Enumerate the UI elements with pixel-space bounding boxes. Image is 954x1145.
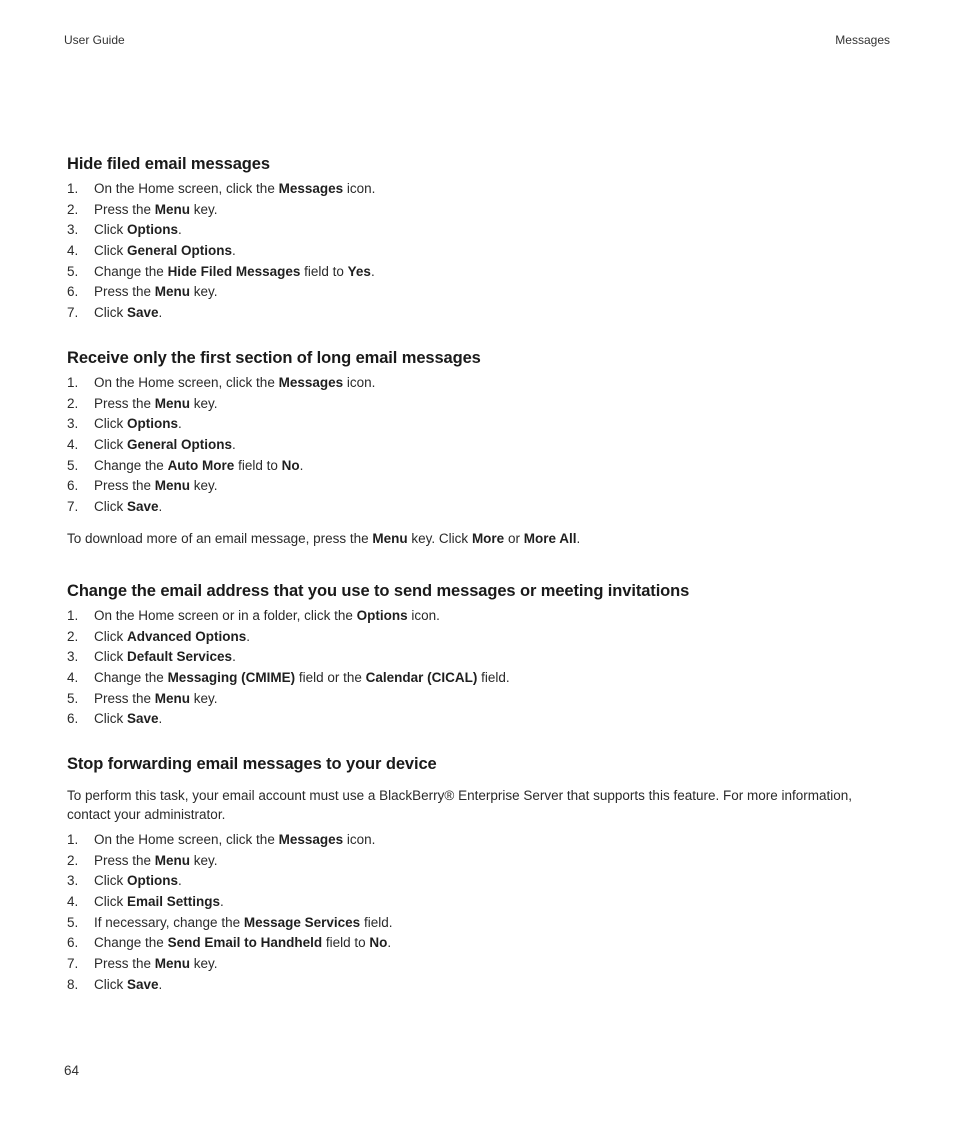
step-item — [67, 282, 889, 303]
step-number: 5. — [67, 263, 79, 279]
text-run: Click — [94, 649, 127, 665]
step-text — [94, 243, 236, 258]
text-run: . — [232, 243, 236, 259]
section-heading: Receive only the first section of long email messages — [67, 349, 481, 367]
text-run: key. — [190, 852, 218, 868]
step-item — [67, 220, 889, 241]
step-number: 5. — [67, 914, 79, 930]
running-header-title: User Guide — [64, 33, 125, 47]
step-text — [94, 608, 440, 623]
step-number: 7. — [67, 499, 79, 515]
ui-term: Auto More — [167, 457, 235, 473]
step-text — [94, 264, 375, 279]
step-item — [67, 373, 889, 394]
text-run: Click — [94, 305, 127, 321]
running-header-section: Messages — [835, 33, 890, 47]
text-run: Click — [94, 222, 127, 238]
steps-list — [67, 373, 889, 518]
section-hide-filed-messages — [67, 154, 889, 324]
steps-list — [67, 179, 889, 324]
step-text — [94, 649, 236, 664]
step-number: 5. — [67, 457, 79, 473]
section-heading: Hide filed email messages — [67, 155, 270, 173]
text-run: icon. — [343, 832, 376, 847]
section-heading: Change the email address that you use to send messages or meeting invitations — [67, 582, 690, 600]
text-run: If necessary, change the — [94, 914, 244, 930]
text-run: Press the — [94, 690, 155, 706]
step-text — [94, 691, 218, 706]
step-number: 6. — [67, 935, 79, 951]
step-number: 4. — [67, 437, 79, 453]
text-run: Change the — [94, 263, 168, 279]
step-item — [67, 892, 889, 913]
text-run: Click — [94, 628, 127, 644]
step-item — [67, 606, 889, 627]
step-number: 2. — [67, 395, 79, 411]
step-item — [67, 954, 889, 975]
step-item — [67, 200, 889, 221]
step-text — [94, 711, 162, 726]
step-number: 7. — [67, 305, 79, 321]
step-item — [67, 627, 889, 648]
step-item — [67, 913, 889, 934]
text-run: To download more of an email message, press the — [67, 530, 373, 546]
step-number: 6. — [67, 711, 79, 727]
step-number: 1. — [67, 375, 79, 390]
step-item — [67, 668, 889, 689]
ui-term: Options — [356, 608, 408, 623]
text-run: Press the — [94, 852, 155, 868]
text-run: . — [370, 263, 375, 279]
steps-list — [67, 830, 889, 996]
text-run: field to — [300, 263, 348, 279]
text-run: . — [178, 873, 182, 889]
ui-term: Hide Filed Messages — [167, 263, 301, 279]
text-run: field to — [322, 935, 370, 951]
text-run: . — [158, 499, 163, 515]
step-text — [94, 873, 182, 888]
ui-term: Messages — [278, 375, 344, 390]
text-run: . — [246, 628, 251, 644]
step-text — [94, 853, 218, 868]
ui-term: Menu — [154, 852, 191, 868]
step-number: 5. — [67, 690, 79, 706]
step-text — [94, 437, 236, 452]
ui-term: More All — [523, 530, 577, 546]
text-run: field. — [477, 670, 510, 686]
ui-term: Menu — [154, 690, 191, 706]
step-text — [94, 629, 250, 644]
step-item — [67, 241, 889, 262]
ui-term: Menu — [154, 956, 191, 972]
text-run: Change the — [94, 457, 168, 473]
text-run: . — [178, 222, 182, 238]
step-item — [67, 435, 889, 456]
text-run: . — [387, 935, 392, 951]
step-number: 4. — [67, 894, 79, 910]
ui-term: Messages — [278, 832, 344, 847]
ui-term: Save — [127, 499, 159, 515]
step-number: 2. — [67, 852, 79, 868]
text-run: Click — [94, 243, 127, 259]
step-number: 4. — [67, 243, 79, 259]
ui-term: General Options — [127, 437, 233, 453]
section-note — [67, 529, 889, 548]
ui-term: Menu — [154, 201, 191, 217]
text-run: . — [232, 649, 236, 665]
ui-term: Options — [127, 222, 178, 238]
text-run: field or the — [295, 670, 366, 686]
step-number: 8. — [67, 976, 79, 992]
ui-term: No — [369, 935, 388, 951]
step-item — [67, 689, 889, 710]
text-run: Change the — [94, 935, 168, 951]
text-run: field. — [360, 914, 393, 930]
text-run: key. — [190, 690, 218, 706]
ui-term: General Options — [127, 243, 233, 259]
text-run: . — [232, 437, 236, 453]
step-number: 3. — [67, 873, 79, 889]
text-run: Press the — [94, 284, 155, 300]
ui-term: Email Settings — [127, 894, 221, 910]
text-run: Click — [94, 894, 127, 910]
ui-term: Menu — [154, 478, 191, 494]
text-run: Click — [94, 976, 127, 992]
text-run: . — [576, 530, 581, 546]
step-number: 6. — [67, 478, 79, 494]
step-number: 2. — [67, 201, 79, 217]
step-number: 4. — [67, 670, 79, 686]
ui-term: Calendar (CICAL) — [365, 670, 478, 686]
text-run: key. — [190, 956, 218, 972]
step-text — [94, 396, 218, 411]
ui-term: Messages — [278, 181, 344, 196]
step-number: 1. — [67, 832, 79, 847]
step-number: 3. — [67, 222, 79, 238]
step-text — [94, 670, 510, 685]
ui-term: Message Services — [243, 914, 361, 930]
text-run: . — [299, 457, 304, 473]
step-text — [94, 375, 375, 390]
step-text — [94, 416, 182, 431]
step-item — [67, 830, 889, 851]
text-run: Click — [94, 437, 127, 453]
ui-term: Menu — [154, 395, 191, 411]
step-number: 2. — [67, 628, 79, 644]
text-run: icon. — [343, 375, 376, 390]
text-run: On the Home screen, click the — [94, 832, 279, 847]
ui-term: Options — [127, 873, 178, 889]
step-item — [67, 394, 889, 415]
step-text — [94, 956, 218, 971]
ui-term: Save — [127, 976, 159, 992]
text-run: . — [158, 711, 163, 727]
step-number: 3. — [67, 649, 79, 665]
step-item — [67, 871, 889, 892]
ui-term: More — [471, 530, 505, 546]
text-run: On the Home screen or in a folder, click the — [94, 608, 357, 623]
step-item — [67, 179, 889, 200]
section-stop-forwarding — [67, 754, 889, 996]
text-run: or — [504, 530, 524, 546]
step-item — [67, 709, 889, 730]
text-run: Press the — [94, 395, 155, 411]
text-run: icon. — [407, 608, 440, 623]
step-number: 3. — [67, 416, 79, 432]
ui-term: Save — [127, 711, 159, 727]
step-number: 7. — [67, 956, 79, 972]
text-run: . — [220, 894, 224, 910]
ui-term: Menu — [154, 284, 191, 300]
ui-term: Menu — [372, 530, 408, 546]
step-text — [94, 915, 392, 930]
text-run: icon. — [343, 181, 376, 196]
text-run: On the Home screen, click the — [94, 375, 279, 390]
step-text — [94, 202, 218, 217]
text-run: Click — [94, 711, 127, 727]
section-change-email-address — [67, 581, 889, 730]
ui-term: Save — [127, 305, 159, 321]
text-run: Click — [94, 416, 127, 432]
text-run: Press the — [94, 478, 155, 494]
step-text — [94, 305, 162, 320]
step-item — [67, 262, 889, 283]
step-item — [67, 851, 889, 872]
step-item — [67, 456, 889, 477]
text-run: key. — [190, 478, 218, 494]
step-text — [94, 478, 218, 493]
step-text — [94, 284, 218, 299]
section-receive-first-section — [67, 348, 889, 548]
step-item — [67, 647, 889, 668]
step-text — [94, 181, 375, 196]
text-run: Click — [94, 873, 127, 889]
page-number: 64 — [64, 1063, 80, 1078]
step-number: 6. — [67, 284, 79, 300]
text-run: key. Click — [407, 530, 472, 546]
ui-term: Default Services — [127, 649, 233, 665]
text-run: key. — [190, 395, 218, 411]
text-run: field to — [234, 457, 282, 473]
text-run: Change the — [94, 670, 168, 686]
step-text — [94, 222, 182, 237]
ui-term: Send Email to Handheld — [167, 935, 323, 951]
step-number: 1. — [67, 181, 79, 196]
ui-term: Yes — [347, 263, 371, 279]
step-item — [67, 476, 889, 497]
text-run: Click — [94, 499, 127, 515]
text-run: Press the — [94, 201, 155, 217]
text-run: key. — [190, 284, 218, 300]
text-run: . — [158, 976, 163, 992]
ui-term: Options — [127, 416, 178, 432]
step-text — [94, 458, 303, 473]
step-text — [94, 977, 162, 992]
step-number: 1. — [67, 608, 79, 623]
ui-term: Advanced Options — [127, 628, 247, 644]
step-item — [67, 497, 889, 518]
step-item — [67, 303, 889, 324]
step-item — [67, 414, 889, 435]
step-text — [94, 499, 162, 514]
steps-list — [67, 606, 889, 730]
ui-term: No — [281, 457, 300, 473]
text-run: On the Home screen, click the — [94, 181, 279, 196]
step-item — [67, 933, 889, 954]
text-run: . — [178, 416, 182, 432]
step-item — [67, 975, 889, 996]
step-text — [94, 894, 224, 909]
text-run: key. — [190, 201, 218, 217]
section-intro: To perform this task, your email account must use a BlackBerry® Enterprise Server that supports this feature. For more information, contact your administrator. — [67, 788, 853, 822]
section-heading: Stop forwarding email messages to your device — [67, 755, 437, 773]
text-run: Press the — [94, 956, 155, 972]
ui-term: Messaging (CMIME) — [167, 670, 296, 686]
step-text — [94, 832, 375, 847]
text-run: . — [158, 305, 163, 321]
step-text — [94, 935, 391, 950]
